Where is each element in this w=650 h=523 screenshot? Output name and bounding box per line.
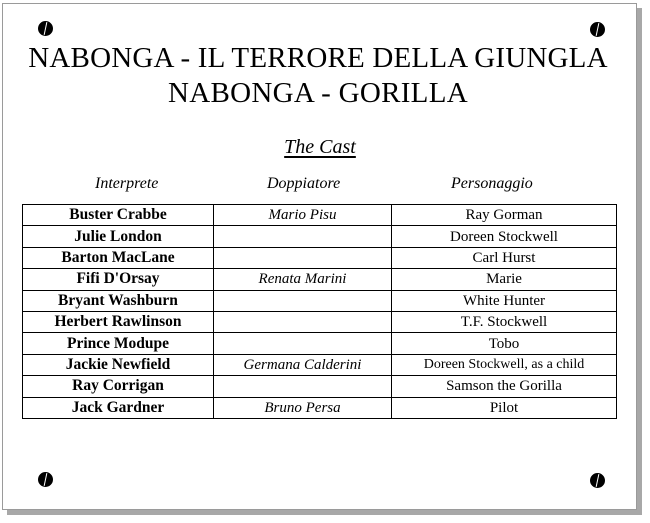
table-row	[23, 376, 617, 397]
column-header-character: Personaggio	[451, 175, 533, 192]
page-title: NABONGA - IL TERRORE DELLA GIUNGLA	[28, 42, 608, 74]
character-cell: White Hunter	[392, 290, 617, 311]
character-cell: Doreen Stockwell, as a child	[392, 354, 617, 375]
table-row	[23, 333, 617, 354]
actor-cell: Jack Gardner	[23, 397, 214, 418]
column-header-actor: Interprete	[95, 175, 159, 192]
actor-cell: Jackie Newfield	[23, 354, 214, 375]
voice-cell	[214, 247, 392, 268]
voice-cell	[214, 311, 392, 332]
character-cell: Doreen Stockwell	[392, 226, 617, 247]
voice-cell	[214, 333, 392, 354]
actor-cell: Buster Crabbe	[23, 205, 214, 226]
table-row	[23, 269, 617, 290]
voice-cell: Mario Pisu	[214, 205, 392, 226]
table-row	[23, 226, 617, 247]
character-cell: T.F. Stockwell	[392, 311, 617, 332]
character-cell: Marie	[392, 269, 617, 290]
actor-cell: Bryant Washburn	[23, 290, 214, 311]
screw-icon	[38, 21, 53, 36]
character-cell: Carl Hurst	[392, 247, 617, 268]
actor-cell: Fifi D'Orsay	[23, 269, 214, 290]
voice-cell	[214, 376, 392, 397]
character-cell: Ray Gorman	[392, 205, 617, 226]
voice-cell	[214, 226, 392, 247]
voice-cell: Germana Calderini	[214, 354, 392, 375]
actor-cell: Herbert Rawlinson	[23, 311, 214, 332]
table-row	[23, 205, 617, 226]
table-row	[23, 354, 617, 375]
table-row	[23, 247, 617, 268]
voice-cell: Bruno Persa	[214, 397, 392, 418]
actor-cell: Julie London	[23, 226, 214, 247]
table-row	[23, 311, 617, 332]
screw-icon	[590, 22, 605, 37]
table-row	[23, 290, 617, 311]
page-subtitle: NABONGA - GORILLA	[168, 77, 468, 109]
column-header-voice: Doppiatore	[267, 175, 341, 192]
character-cell: Tobo	[392, 333, 617, 354]
table-row	[23, 397, 617, 418]
voice-cell	[214, 290, 392, 311]
actor-cell: Prince Modupe	[23, 333, 214, 354]
screw-icon	[590, 473, 605, 488]
character-cell: Samson the Gorilla	[392, 376, 617, 397]
voice-cell: Renata Marini	[214, 269, 392, 290]
screw-icon	[38, 472, 53, 487]
actor-cell: Barton MacLane	[23, 247, 214, 268]
character-cell: Pilot	[392, 397, 617, 418]
section-heading: The Cast	[284, 136, 356, 158]
cast-table	[22, 204, 617, 419]
actor-cell: Ray Corrigan	[23, 376, 214, 397]
